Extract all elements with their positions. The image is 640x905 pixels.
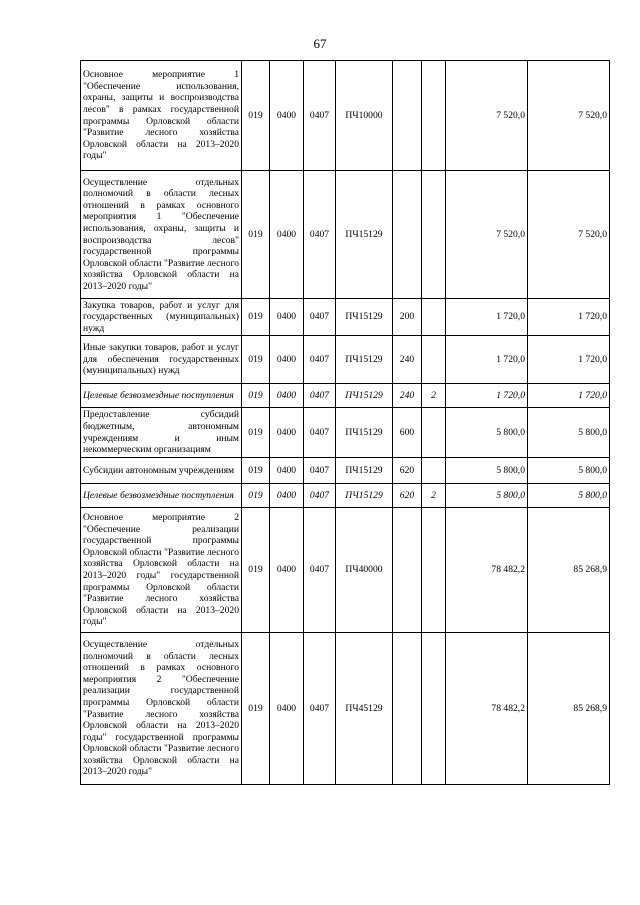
row-description: Основное мероприятие 1 "Обеспечение использования, охраны, защиты и воспроизводства лесов" в рамках государственной программы Орловской области "Развитие лесного хозяйства Орловской области на 2013–2020 годы" [81, 61, 242, 171]
table-row [81, 171, 610, 299]
table-row [81, 633, 610, 785]
table-row [81, 299, 610, 336]
row-grbs-code: 019 [242, 633, 270, 785]
row-subsection-code: 0407 [304, 384, 336, 408]
row-amount-2: 1 720,0 [528, 336, 610, 384]
row-grbs-code: 019 [242, 508, 270, 633]
row-amount-1: 78 482,2 [446, 633, 528, 785]
row-target-article: ПЧ15129 [336, 336, 393, 384]
row-amount-1: 1 720,0 [446, 384, 528, 408]
row-target-article: ПЧ40000 [336, 508, 393, 633]
row-section-code: 0400 [270, 458, 304, 484]
row-amount-2: 85 268,9 [528, 633, 610, 785]
row-source-code: 2 [422, 384, 446, 408]
row-description: Осуществление отдельных полномочий в области лесных отношений в рамках основного мероприятия 2 "Обеспечение реализации государственной программы Орловской области "Развитие лесного хозяйства Орловской области на 2013–2020 годы" государственной программы Орловской области "Развитие лесного хозяйства Орловской области на 2013–2020 годы" [81, 633, 242, 785]
row-amount-1: 5 800,0 [446, 458, 528, 484]
row-section-code: 0400 [270, 299, 304, 336]
row-description: Иные закупки товаров, работ и услуг для обеспечения государственных (муниципальных) нужд [81, 336, 242, 384]
row-amount-1: 5 800,0 [446, 484, 528, 508]
row-grbs-code: 019 [242, 408, 270, 458]
row-expense-type: 200 [393, 299, 422, 336]
row-description: Предоставление субсидий бюджетным, автономным учреждениям и иным некоммерческим организациям [81, 408, 242, 458]
row-target-article: ПЧ45129 [336, 633, 393, 785]
row-amount-2: 1 720,0 [528, 384, 610, 408]
row-target-article: ПЧ15129 [336, 408, 393, 458]
row-amount-1: 1 720,0 [446, 299, 528, 336]
row-grbs-code: 019 [242, 171, 270, 299]
row-amount-2: 7 520,0 [528, 171, 610, 299]
row-amount-1: 7 520,0 [446, 171, 528, 299]
row-section-code: 0400 [270, 484, 304, 508]
table-row [81, 408, 610, 458]
row-subsection-code: 0407 [304, 299, 336, 336]
row-section-code: 0400 [270, 408, 304, 458]
row-source-code: 2 [422, 484, 446, 508]
row-subsection-code: 0407 [304, 61, 336, 171]
row-expense-type: 240 [393, 336, 422, 384]
row-subsection-code: 0407 [304, 408, 336, 458]
table-row [81, 458, 610, 484]
row-expense-type: 620 [393, 458, 422, 484]
row-target-article: ПЧ15129 [336, 484, 393, 508]
row-expense-type: 600 [393, 408, 422, 458]
row-amount-1: 1 720,0 [446, 336, 528, 384]
row-source-code [422, 408, 446, 458]
row-description: Закупка товаров, работ и услуг для государственных (муниципальных) нужд [81, 299, 242, 336]
row-target-article: ПЧ15129 [336, 384, 393, 408]
row-amount-1: 7 520,0 [446, 61, 528, 171]
row-amount-2: 1 720,0 [528, 299, 610, 336]
row-expense-type [393, 633, 422, 785]
row-amount-1: 5 800,0 [446, 408, 528, 458]
row-section-code: 0400 [270, 61, 304, 171]
row-target-article: ПЧ15129 [336, 458, 393, 484]
row-description: Субсидии автономным учреждениям [81, 458, 242, 484]
row-source-code [422, 458, 446, 484]
row-subsection-code: 0407 [304, 458, 336, 484]
row-target-article: ПЧ15129 [336, 171, 393, 299]
row-source-code [422, 336, 446, 384]
row-expense-type: 620 [393, 484, 422, 508]
row-grbs-code: 019 [242, 61, 270, 171]
row-subsection-code: 0407 [304, 171, 336, 299]
row-description: Целевые безвозмездные поступления [81, 484, 242, 508]
row-subsection-code: 0407 [304, 336, 336, 384]
row-grbs-code: 019 [242, 384, 270, 408]
table-row [81, 484, 610, 508]
table-body [81, 61, 610, 785]
row-description: Целевые безвозмездные поступления [81, 384, 242, 408]
table-row [81, 508, 610, 633]
row-subsection-code: 0407 [304, 633, 336, 785]
row-expense-type [393, 61, 422, 171]
row-source-code [422, 508, 446, 633]
row-subsection-code: 0407 [304, 484, 336, 508]
row-grbs-code: 019 [242, 336, 270, 384]
budget-table [80, 60, 610, 785]
row-description: Осуществление отдельных полномочий в области лесных отношений в рамках основного мероприятия 1 "Обеспечение использования, охраны, защиты и воспроизводства лесов" государственной программы Орловской области "Развитие лесного хозяйства Орловской области на 2013–2020 годы" [81, 171, 242, 299]
row-source-code [422, 61, 446, 171]
row-section-code: 0400 [270, 171, 304, 299]
row-grbs-code: 019 [242, 458, 270, 484]
page-number: 67 [313, 36, 327, 51]
row-target-article: ПЧ10000 [336, 61, 393, 171]
row-section-code: 0400 [270, 384, 304, 408]
row-section-code: 0400 [270, 633, 304, 785]
row-section-code: 0400 [270, 508, 304, 633]
row-subsection-code: 0407 [304, 508, 336, 633]
table-row [81, 336, 610, 384]
row-amount-2: 5 800,0 [528, 408, 610, 458]
table-row [81, 61, 610, 171]
row-expense-type [393, 508, 422, 633]
row-amount-2: 7 520,0 [528, 61, 610, 171]
row-source-code [422, 299, 446, 336]
row-amount-2: 5 800,0 [528, 458, 610, 484]
row-expense-type: 240 [393, 384, 422, 408]
table-row [81, 384, 610, 408]
row-amount-2: 5 800,0 [528, 484, 610, 508]
row-section-code: 0400 [270, 336, 304, 384]
row-grbs-code: 019 [242, 299, 270, 336]
row-target-article: ПЧ15129 [336, 299, 393, 336]
row-amount-1: 78 482,2 [446, 508, 528, 633]
row-source-code [422, 171, 446, 299]
row-source-code [422, 633, 446, 785]
row-grbs-code: 019 [242, 484, 270, 508]
row-expense-type [393, 171, 422, 299]
row-description: Основное мероприятие 2 "Обеспечение реализации государственной программы Орловской области "Развитие лесного хозяйства Орловской области на 2013–2020 годы" государственной программы Орловской области "Развитие лесного хозяйства Орловской области на 2013–2020 годы" [81, 508, 242, 633]
row-amount-2: 85 268,9 [528, 508, 610, 633]
